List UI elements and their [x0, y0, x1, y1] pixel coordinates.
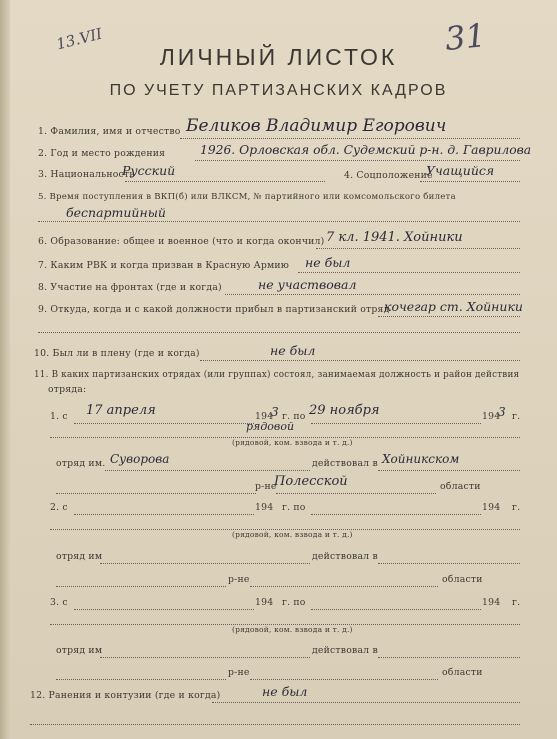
field-7-value[interactable]: не был	[305, 255, 351, 270]
det3-num: 3. с	[50, 597, 68, 608]
det1-acted-line	[378, 470, 520, 471]
field-9-label: 9. Откуда, когда и с какой должности прибыл в партизанский отряд	[38, 304, 390, 315]
det1-from-line	[74, 423, 254, 424]
det3-oblast-label: области	[442, 667, 483, 678]
field-2-label: 2. Год и место рождения	[38, 148, 166, 159]
det3-year-a: 194	[255, 597, 274, 608]
det3-role-hint: (рядовой, ком. взвода и т. д.)	[232, 625, 353, 634]
det2-otryad-label: отряд им	[56, 551, 103, 562]
field-1-label: 1. Фамилия, имя и отчество	[38, 126, 181, 137]
field-2-line	[195, 160, 520, 161]
field-9-line	[378, 316, 520, 317]
det1-from-value[interactable]: 17 апреля	[86, 403, 156, 418]
det1-otryad-line	[105, 470, 310, 471]
det1-to-value[interactable]: 29 ноября	[309, 403, 380, 418]
det3-rayon-line	[56, 679, 226, 680]
field-2-value[interactable]: 1926. Орловская обл. Судемский р-н. д. Гаврилова	[200, 143, 532, 157]
det3-year-end: г.	[512, 597, 521, 608]
det2-rayon-line	[56, 586, 226, 587]
det1-oblast-value[interactable]: Полесской	[274, 474, 348, 489]
field-4-value[interactable]: Учащийся	[426, 163, 495, 178]
det3-oblast-line	[250, 679, 438, 680]
field-8-value[interactable]: не участвовал	[258, 277, 357, 292]
det3-to-line	[311, 609, 481, 610]
field-5-value[interactable]: беспартийный	[66, 205, 166, 220]
det2-rayon-label: р-не	[228, 574, 250, 585]
corner-date-mark: 13.VII	[54, 24, 105, 54]
corner-number-mark: 31	[443, 15, 488, 59]
field-10-line	[200, 360, 520, 361]
field-1-line	[180, 138, 520, 139]
field-5-label: 5. Время поступления в ВКП(б) или ВЛКСМ, № партийного или комсомольского билета	[38, 192, 456, 202]
field-12-line-2	[30, 724, 520, 725]
field-11-label-cont: отряда:	[48, 384, 87, 395]
field-9-value[interactable]: кочегар ст. Хойники	[384, 299, 523, 314]
field-12-value[interactable]: не был	[262, 684, 308, 699]
det1-role-hint: (рядовой, ком. взвода и т. д.)	[232, 438, 353, 447]
field-4-label: 4. Соцположение	[344, 170, 433, 181]
det1-rayon-line	[56, 493, 256, 494]
field-8-line	[225, 294, 520, 295]
det2-acted-label: действовал в	[312, 551, 378, 562]
det1-num: 1. с	[50, 411, 68, 422]
field-7-label: 7. Каким РВК и когда призван в Красную Армию	[38, 260, 290, 271]
det1-oblast-line	[276, 493, 436, 494]
det3-from-line	[74, 609, 254, 610]
field-3-line	[125, 181, 325, 182]
field-8-label: 8. Участие на фронтах (где и когда)	[38, 282, 222, 293]
field-6-value[interactable]: 7 кл. 1941. Хойники	[326, 230, 463, 245]
det1-to-line	[311, 423, 481, 424]
det2-from-line	[74, 514, 254, 515]
det2-oblast-line	[250, 586, 438, 587]
det1-year-a: 194	[255, 411, 274, 422]
det1-rayon-label: р-не	[255, 481, 277, 492]
det3-otryad-label: отряд им	[56, 645, 103, 656]
field-3-label: 3. Национальность	[38, 169, 135, 180]
det2-to-line	[311, 514, 481, 515]
det1-oblast-label: области	[440, 481, 481, 492]
field-10-label: 10. Был ли в плену (где и когда)	[34, 348, 200, 359]
field-4-line	[420, 181, 520, 182]
det1-year-b: 194	[482, 411, 501, 422]
page-subtitle: ПО УЧЕТУ ПАРТИЗАНСКИХ КАДРОВ	[109, 82, 448, 99]
page-title: ЛИЧНЫЙ ЛИСТОК	[159, 44, 398, 70]
det2-po: г. по	[282, 502, 306, 513]
det1-year-a-fill[interactable]: 3	[271, 405, 279, 419]
field-6-line	[316, 248, 520, 249]
det3-otryad-line	[100, 657, 310, 658]
det3-po: г. по	[282, 597, 306, 608]
det2-otryad-line	[100, 563, 310, 564]
det2-oblast-label: области	[442, 574, 483, 585]
det2-num: 2. с	[50, 502, 68, 513]
field-9-line-2	[38, 332, 520, 333]
det1-year-end: г.	[512, 411, 521, 422]
det1-year-b-fill[interactable]: 3	[498, 405, 506, 419]
det1-otryad-label: отряд им.	[56, 458, 106, 469]
det1-otryad-value[interactable]: Суворова	[110, 452, 170, 466]
field-1-value[interactable]: Беликов Владимир Егорович	[186, 116, 447, 136]
paper-edge	[0, 0, 10, 739]
field-3-value[interactable]: Русский	[122, 163, 176, 178]
det1-role-value[interactable]: рядовой	[246, 420, 295, 433]
field-6-label: 6. Образование: общее и военное (что и когда окончил)	[38, 236, 325, 247]
det1-acted-value[interactable]: Хойникском	[382, 452, 460, 466]
field-12-label: 12. Ранения и контузии (где и когда)	[30, 690, 221, 701]
field-7-line	[298, 272, 520, 273]
det3-acted-label: действовал в	[312, 645, 378, 656]
det1-po: г. по	[282, 411, 306, 422]
field-11-label: 11. В каких партизанских отрядах (или группах) состоял, занимаемая должность и район действия	[34, 370, 520, 380]
det3-acted-line	[378, 657, 520, 658]
det3-rayon-label: р-не	[228, 667, 250, 678]
field-5-line	[38, 221, 520, 222]
det2-role-hint: (рядовой, ком. взвода и т. д.)	[232, 530, 353, 539]
det2-year-end: г.	[512, 502, 521, 513]
det2-acted-line	[378, 563, 520, 564]
field-10-value[interactable]: не был	[270, 343, 316, 358]
det2-year-b: 194	[482, 502, 501, 513]
field-12-line	[212, 702, 520, 703]
det1-acted-label: действовал в	[312, 458, 378, 469]
det2-year-a: 194	[255, 502, 274, 513]
det3-year-b: 194	[482, 597, 501, 608]
